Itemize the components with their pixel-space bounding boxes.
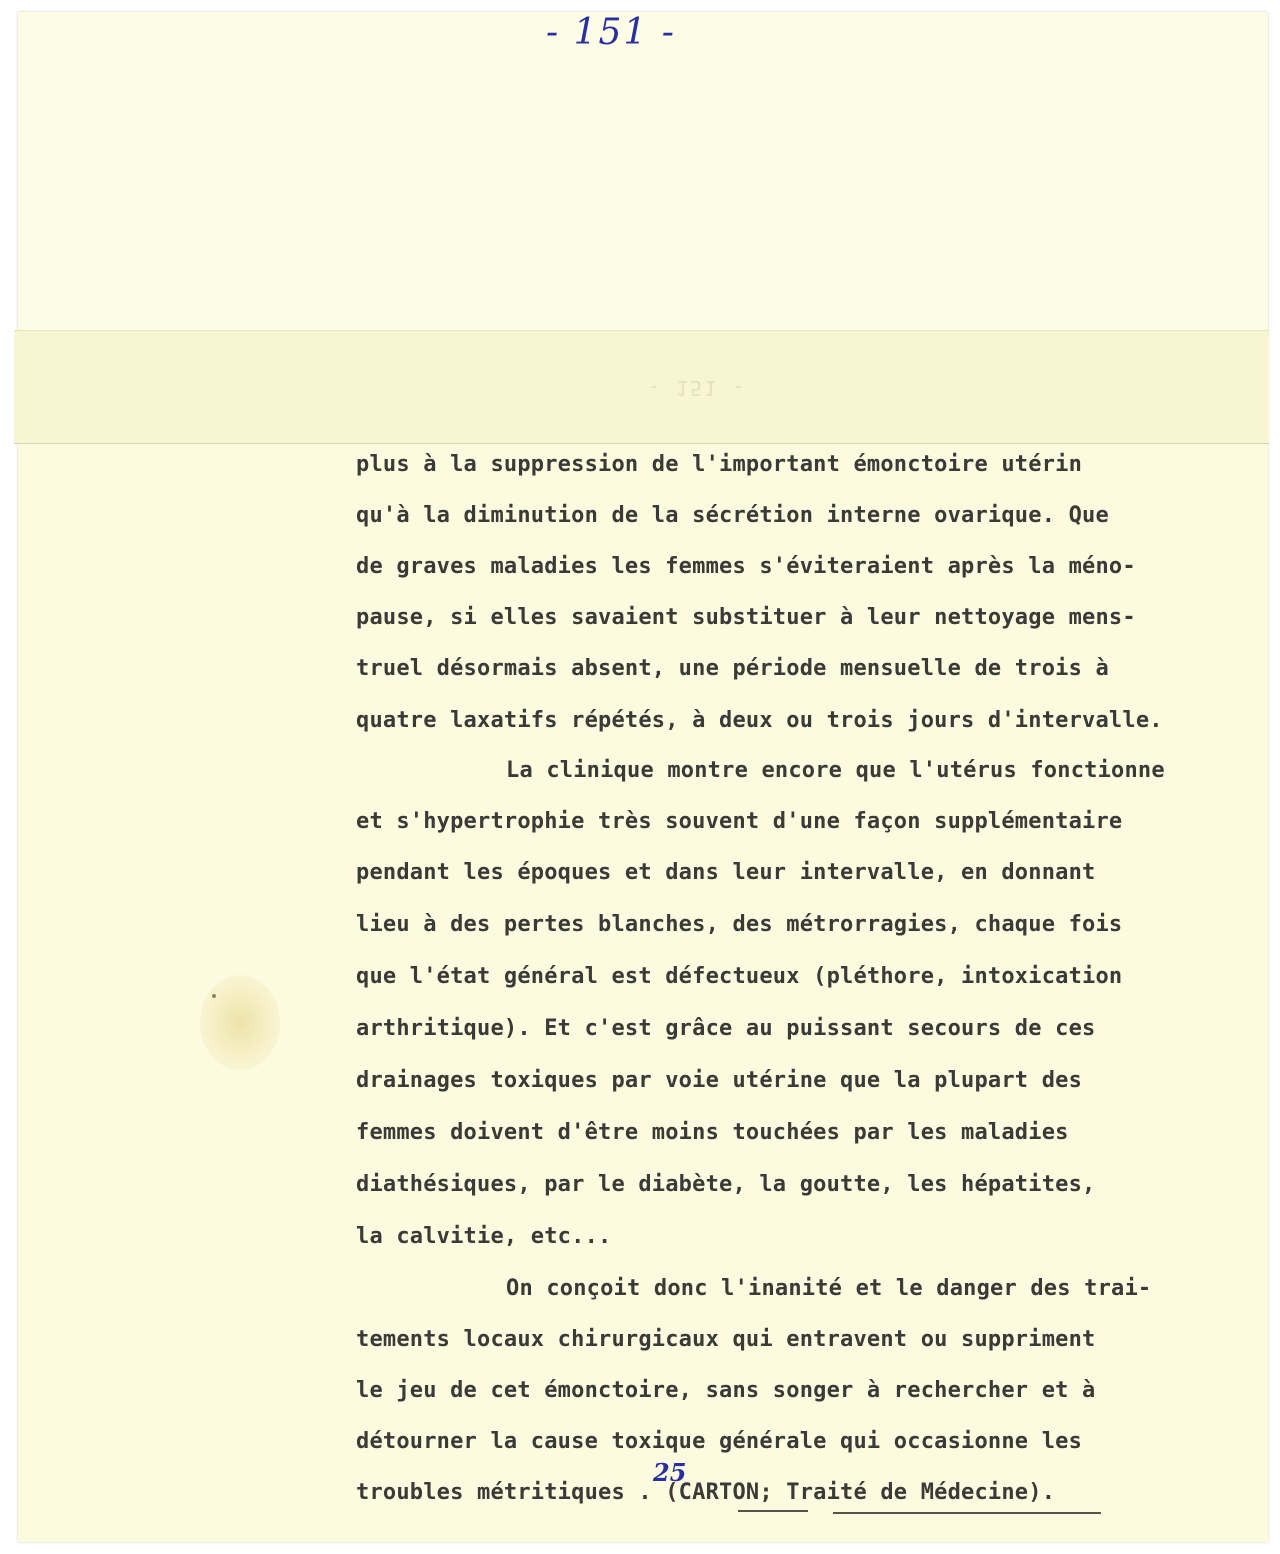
text-line: pendant les époques et dans leur intervalle, en donnant <box>356 860 1096 885</box>
text-line: quatre laxatifs répétés, à deux ou trois jours d'intervalle. <box>356 708 1163 733</box>
ink-dot <box>212 994 216 998</box>
text-line: plus à la suppression de l'important émonctoire utérin <box>356 452 1083 477</box>
top-sheet <box>18 12 1268 332</box>
text-line: drainages toxiques par voie utérine que la plupart des <box>356 1068 1083 1093</box>
text-line: détourner la cause toxique générale qui occasionne les <box>356 1429 1083 1454</box>
text-line: de graves maladies les femmes s'éviteraient après la méno- <box>356 554 1136 579</box>
handwritten-page-number: - 151 - <box>546 12 676 53</box>
text-line: qu'à la diminution de la sécrétion interne ovarique. Que <box>356 503 1109 528</box>
text-line: diathésiques, par le diabète, la goutte, les hépatites, <box>356 1172 1096 1197</box>
text-line: que l'état général est défectueux (pléthore, intoxication <box>356 964 1123 989</box>
text-line: la calvitie, etc... <box>356 1224 612 1249</box>
text-line: lieu à des pertes blanches, des métrorragies, chaque fois <box>356 912 1123 937</box>
text-line: On conçoit donc l'inanité et le danger des trai- <box>506 1276 1152 1301</box>
ghost-page-number: - 151 - <box>648 376 747 400</box>
text-line: troubles métritiques . (CARTON; Traité de Médecine). <box>356 1480 1056 1505</box>
text-line: La clinique montre encore que l'utérus fonctionne <box>506 758 1165 783</box>
folded-paper-band <box>14 330 1269 444</box>
title-underline <box>833 1512 1101 1514</box>
footnote-mark: 25 <box>653 1458 687 1487</box>
paper-stain <box>200 975 280 1070</box>
text-line: et s'hypertrophie très souvent d'une façon supplémentaire <box>356 809 1123 834</box>
text-line: femmes doivent d'être moins touchées par les maladies <box>356 1120 1069 1145</box>
text-line: le jeu de cet émonctoire, sans songer à rechercher et à <box>356 1378 1096 1403</box>
text-line: arthritique). Et c'est grâce au puissant secours de ces <box>356 1016 1096 1041</box>
text-line: tements locaux chirurgicaux qui entravent ou suppriment <box>356 1327 1096 1352</box>
text-line: pause, si elles savaient substituer à leur nettoyage mens- <box>356 605 1136 630</box>
text-line: truel désormais absent, une période mensuelle de trois à <box>356 656 1109 681</box>
author-underline <box>738 1510 808 1512</box>
